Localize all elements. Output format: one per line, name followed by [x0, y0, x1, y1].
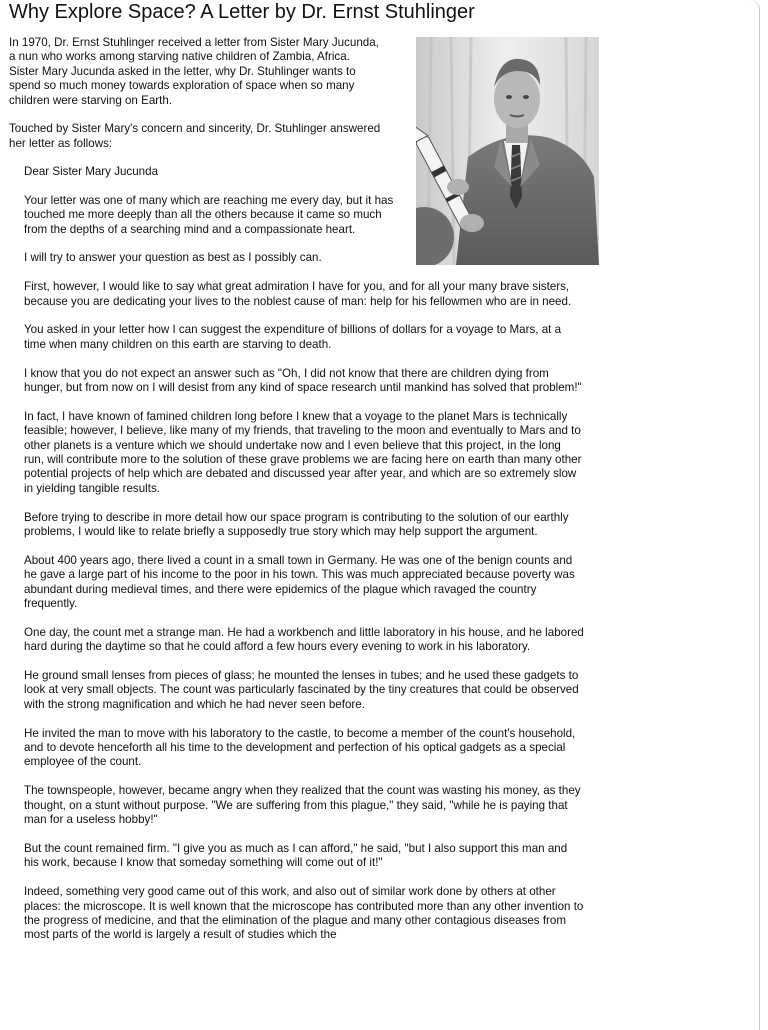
letter-paragraph: He invited the man to move with his laboratory to the castle, to become a member of the count's household, and to devote henceforth all his time to the development and perfection of his optical gadgets as a special employee of the count.	[24, 726, 576, 769]
letter-paragraph: You asked in your letter how I can suggest the expenditure of billions of dollars for a voyage to Mars, at a time when many children on this earth are starving to death.	[24, 323, 562, 351]
letter-paragraph: The townspeople, however, became angry when they realized that the count was wasting his money, as they thought, on a stunt without purpose. "We are suffering from this plague," they said, "while he is paying that man for a useless hobby!"	[24, 784, 581, 827]
letter-paragraph: I know that you do not expect an answer such as "Oh, I did not know that there are children dying from hunger, but from now on I will desist from any kind of space research until mankind has solved that problem!"	[24, 366, 582, 395]
letter-paragraph: In fact, I have known of famined children long before I knew that a voyage to the planet Mars is technically feasible; however, I believe, like many of my friends, that traveling to the moon and eventually to Mars and to other planets is a venture which we should undertake now and I even believe that this project, in the long run, will contribute more to the solution of these grave problems we are facing here on earth than many other potential projects of help which are debated and discussed year after year, and which are so extremely slow in yielding tangible results.	[24, 409, 582, 495]
letter-paragraph: He ground small lenses from pieces of glass; he mounted the lenses in tubes; and he used these gadgets to look at very small objects. The count was particularly fascinated by the tiny creatures that could be observed with the strong magnification and which he had never seen before.	[24, 669, 579, 711]
letter-salutation: Dear Sister Mary Jucunda	[24, 165, 159, 178]
letter-paragraph: But the count remained firm. "I give you as much as I can afford," he said, "but I also support this man and his work, because I know that someday something will come out of it!"	[24, 841, 568, 870]
article	[9, 0, 589, 942]
intro-paragraph: Touched by Sister Mary's concern and sincerity, Dr. Stuhlinger answered her letter as follows:	[9, 122, 381, 150]
intro-section	[9, 36, 381, 166]
article-title: Why Explore Space? A Letter by Dr. Ernst Stuhlinger	[9, 1, 475, 23]
letter-paragraph: I will try to answer your question as best as I possibly can.	[24, 251, 322, 265]
intro-paragraph: In 1970, Dr. Ernst Stuhlinger received a letter from Sister Mary Jucunda, a nun who works among starving native children of Zambia, Africa. Sister Mary Jucunda asked in the letter, why Dr. Stuhlinger wants to spend so much money towards exploration of space when so many children were starving on Earth.	[9, 36, 379, 107]
letter-paragraph: Indeed, something very good came out of this work, and also out of similar work done by others at other places: the microscope. It is well known that the microscope has contributed more than any other invention to the progress of medicine, and that the elimination of the plague and many other contagious diseases from most parts of the world is largely a result of studies which the	[24, 885, 584, 942]
letter-paragraph: Your letter was one of many which are reaching me every day, but it has touched me more deeply than all the others because it came so much from the depths of a searching mind and a compassionate heart.	[24, 193, 394, 236]
letter-paragraph: Before trying to describe in more detail how our space program is contributing to the solution of our earthly problems, I would like to relate briefly a supposedly true story which may help support the argument.	[24, 510, 569, 539]
letter-body	[24, 165, 584, 957]
letter-paragraph: About 400 years ago, there lived a count in a small town in Germany. He was one of the benign counts and he gave a large part of his income to the poor in his town. This was much appreciated because poverty was abundant during medieval times, and there were epidemics of the plague which ravaged the country frequently.	[24, 553, 575, 611]
letter-paragraph: First, however, I would like to say what great admiration I have for you, and for all your many brave sisters, because you are dedicating your lives to the noblest cause of man: help for his fellowmen who are in need.	[24, 280, 572, 308]
letter-paragraph: One day, the count met a strange man. He had a workbench and little laboratory in his house, and he labored hard during the daytime so that he could afford a few hours every evening to work in his laboratory.	[24, 625, 584, 654]
